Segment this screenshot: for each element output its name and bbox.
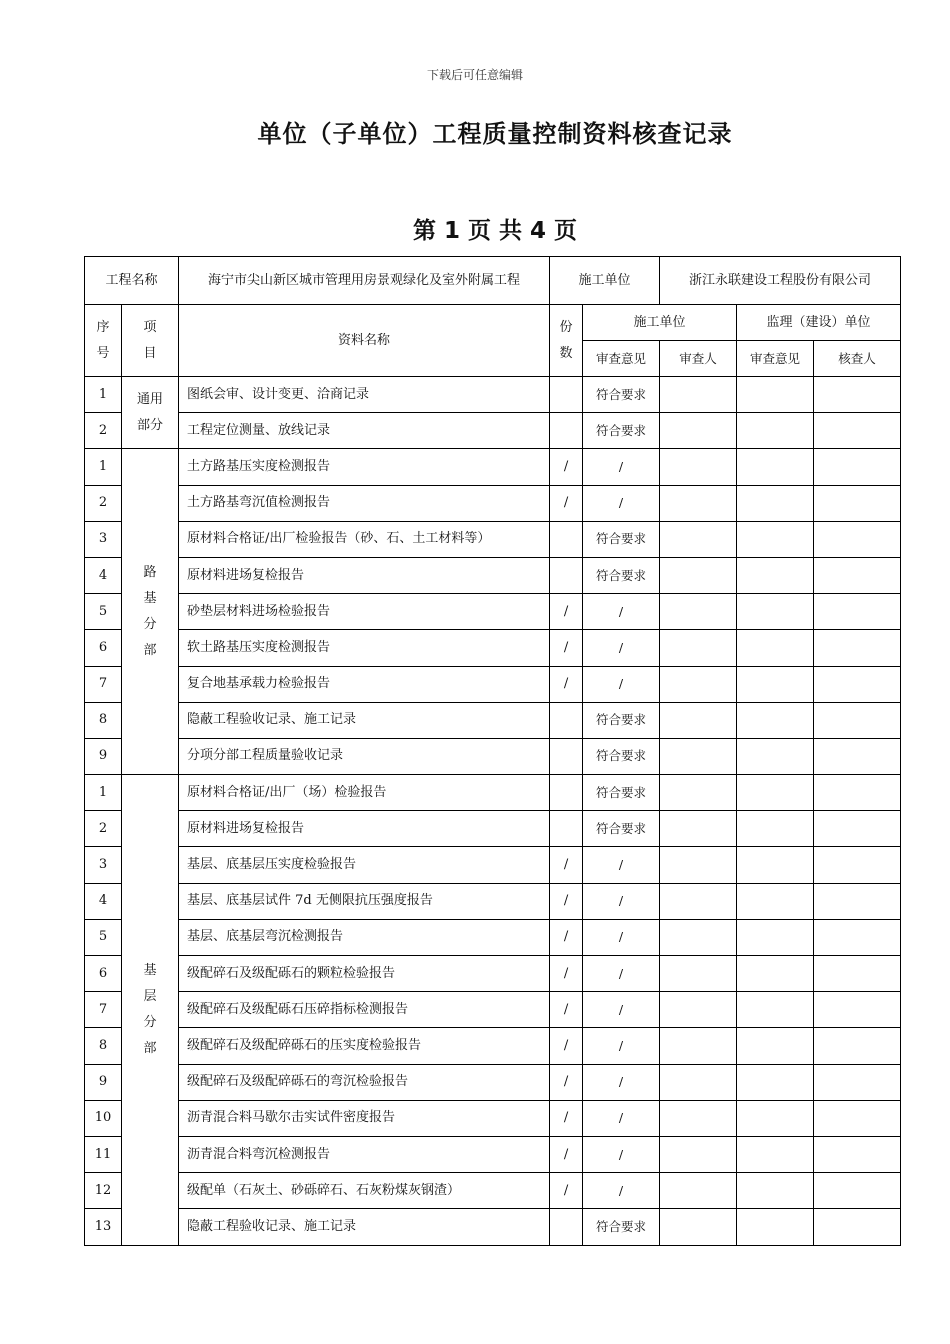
copies-cell: / [550,485,583,521]
doc-name-cell: 级配碎石及级配碎砾石的压实度检验报告 [179,1028,550,1064]
doc-name-cell: 原材料合格证/出厂检验报告（砂、石、土工材料等） [179,521,550,557]
copies-cell: / [550,956,583,992]
row-number: 3 [85,847,122,883]
group-label-line: 部 [143,642,157,658]
row-number: 2 [85,485,122,521]
review-opinion-cell: 符合要求 [583,1209,660,1245]
checker-cell [814,666,901,702]
copies-cell: / [550,1173,583,1209]
reviewer-cell [660,847,737,883]
table-row [85,738,901,774]
reviewer-cell [660,485,737,521]
doc-name-cell: 级配单（石灰土、砂砾碎石、石灰粉煤灰钢渣） [179,1173,550,1209]
table-row [85,919,901,955]
doc-name-cell: 复合地基承载力检验报告 [179,666,550,702]
seq-header-line-2: 号 [96,345,110,361]
checker-cell [814,521,901,557]
review-opinion-cell: 符合要求 [583,413,660,449]
table-row [85,1064,901,1100]
reviewer-cell [660,377,737,413]
reviewer-cell [660,557,737,593]
contractor-value: 浙江永联建设工程股份有限公司 [660,257,901,305]
supervision-opinion-cell [737,521,814,557]
supervision-opinion-cell [737,1173,814,1209]
review-opinion-cell: / [583,1136,660,1172]
copies-cell [550,775,583,811]
doc-name-cell: 隐蔽工程验收记录、施工记录 [179,702,550,738]
group-label-line: 通用 [137,391,164,407]
copies-cell [550,1209,583,1245]
supervision-opinion-cell [737,811,814,847]
checker-header: 核查人 [814,341,901,377]
review-opinion-cell: / [583,630,660,666]
group-label-line: 部分 [137,417,164,433]
checker-cell [814,1064,901,1100]
doc-name-cell: 软土路基压实度检测报告 [179,630,550,666]
review-opinion-cell: / [583,883,660,919]
row-number: 12 [85,1173,122,1209]
reviewer-cell [660,1028,737,1064]
review-opinion-cell: / [583,1028,660,1064]
review-opinion-cell: 符合要求 [583,521,660,557]
copies-header-line-2: 数 [559,345,573,361]
copies-cell: / [550,919,583,955]
table-row [85,775,901,811]
copies-header [550,305,583,377]
copies-cell [550,702,583,738]
doc-name-cell: 隐蔽工程验收记录、施工记录 [179,1209,550,1245]
reviewer-cell [660,1209,737,1245]
review-opinion-cell: / [583,594,660,630]
supervision-opinion-cell [737,702,814,738]
reviewer-cell [660,775,737,811]
review-opinion-cell: 符合要求 [583,738,660,774]
row-number: 2 [85,811,122,847]
checker-cell [814,594,901,630]
copies-cell: / [550,449,583,485]
copies-cell: / [550,1028,583,1064]
copies-cell: / [550,1100,583,1136]
table-row [85,702,901,738]
checker-cell [814,413,901,449]
supervision-opinion-cell [737,377,814,413]
group-label-line: 分 [143,616,157,632]
checker-cell [814,883,901,919]
review-opinion-cell: 符合要求 [583,702,660,738]
doc-name-cell: 基层、底基层弯沉检测报告 [179,919,550,955]
supervision-opinion-cell [737,557,814,593]
table-row [85,1173,901,1209]
checker-cell [814,1028,901,1064]
checker-cell [814,557,901,593]
review-opinion-cell: / [583,1100,660,1136]
checker-cell [814,775,901,811]
group-label-line: 层 [143,988,157,1004]
supervision-opinion-cell [737,992,814,1028]
table-row [85,449,901,485]
review-opinion-cell: / [583,1064,660,1100]
doc-name-cell: 土方路基压实度检测报告 [179,449,550,485]
reviewer-cell [660,1136,737,1172]
checker-cell [814,738,901,774]
copies-cell [550,811,583,847]
row-number: 8 [85,1028,122,1064]
row-number: 1 [85,377,122,413]
doc-name-cell: 级配碎石及级配碎砾石的弯沉检验报告 [179,1064,550,1100]
supervision-opinion-cell [737,1028,814,1064]
supervision-opinion-header: 审查意见 [737,341,814,377]
review-opinion-cell: / [583,919,660,955]
reviewer-cell [660,702,737,738]
reviewer-cell [660,738,737,774]
review-opinion-cell: 符合要求 [583,775,660,811]
checker-cell [814,919,901,955]
row-number: 3 [85,521,122,557]
reviewer-cell [660,811,737,847]
page-number: 第 1 页 共 4 页 [412,218,578,244]
supervision-opinion-cell [737,630,814,666]
supervision-opinion-cell [737,919,814,955]
group-label-line: 路 [143,564,157,580]
review-opinion-cell: / [583,956,660,992]
row-number: 5 [85,594,122,630]
table-row [85,956,901,992]
group-label-text [144,958,157,1062]
supervision-opinion-cell [737,1100,814,1136]
review-opinion-cell: 符合要求 [583,557,660,593]
quality-record-table [84,256,901,1246]
table-row [85,666,901,702]
row-number: 2 [85,413,122,449]
table-row [85,883,901,919]
review-opinion-cell: / [583,666,660,702]
review-opinion-cell: / [583,485,660,521]
table-row [85,1209,901,1245]
reviewer-cell [660,666,737,702]
supervision-opinion-cell [737,666,814,702]
doc-name-cell: 级配碎石及级配砾石压碎指标检测报告 [179,992,550,1028]
row-number: 13 [85,1209,122,1245]
reviewer-cell [660,1100,737,1136]
table-row [85,557,901,593]
row-number: 11 [85,1136,122,1172]
row-number: 7 [85,992,122,1028]
row-number: 5 [85,919,122,955]
supervision-opinion-cell [737,775,814,811]
project-name-label: 工程名称 [85,257,179,305]
group-label-line: 基 [143,962,157,978]
copies-cell [550,413,583,449]
checker-cell [814,992,901,1028]
checker-cell [814,956,901,992]
copies-cell [550,377,583,413]
reviewer-cell [660,883,737,919]
review-opinion-cell: 符合要求 [583,377,660,413]
group-label [122,449,179,775]
doc-name-cell: 沥青混合料马歇尔击实试件密度报告 [179,1100,550,1136]
doc-name-cell: 分项分部工程质量验收记录 [179,738,550,774]
group-label [122,775,179,1245]
table-row [85,413,901,449]
supervision-opinion-cell [737,1209,814,1245]
supervision-opinion-cell [737,1136,814,1172]
table-row [85,485,901,521]
table-row [85,521,901,557]
reviewer-cell [660,956,737,992]
supervision-opinion-cell [737,956,814,992]
copies-cell: / [550,847,583,883]
doc-name-cell: 工程定位测量、放线记录 [179,413,550,449]
row-number: 7 [85,666,122,702]
table-row [85,811,901,847]
checker-cell [814,1100,901,1136]
copies-cell: / [550,594,583,630]
review-opinion-cell: / [583,847,660,883]
copies-cell: / [550,1064,583,1100]
doc-name-cell: 图纸会审、设计变更、洽商记录 [179,377,550,413]
row-number: 6 [85,630,122,666]
table-row [85,992,901,1028]
project-name-value: 海宁市尖山新区城市管理用房景观绿化及室外附属工程 [179,257,550,305]
contractor-label: 施工单位 [550,257,660,305]
review-opinion-cell: / [583,449,660,485]
row-number: 1 [85,449,122,485]
item-header [122,305,179,377]
item-header-line-2: 目 [143,345,157,361]
review-opinion-cell: 符合要求 [583,811,660,847]
reviewer-cell [660,630,737,666]
supervision-opinion-cell [737,485,814,521]
checker-cell [814,1173,901,1209]
copies-cell: / [550,992,583,1028]
row-number: 10 [85,1100,122,1136]
copies-cell [550,738,583,774]
copies-header-line-1: 份 [559,319,573,335]
reviewer-cell [660,1064,737,1100]
doc-name-cell: 原材料进场复检报告 [179,557,550,593]
doc-name-cell: 基层、底基层压实度检验报告 [179,847,550,883]
copies-cell [550,521,583,557]
table-row [85,1136,901,1172]
review-opinion-cell: / [583,1173,660,1209]
supervision-opinion-cell [737,847,814,883]
copies-cell: / [550,666,583,702]
doc-name-cell: 土方路基弯沉值检测报告 [179,485,550,521]
row-number: 9 [85,1064,122,1100]
doc-name-cell: 原材料合格证/出厂（场）检验报告 [179,775,550,811]
reviewer-cell [660,413,737,449]
supervision-opinion-cell [737,449,814,485]
doc-name-cell: 级配碎石及级配砾石的颗粒检验报告 [179,956,550,992]
project-info-row [85,257,901,305]
doc-name-cell: 基层、底基层试件 7d 无侧限抗压强度报告 [179,883,550,919]
supervision-opinion-cell [737,883,814,919]
group-label-line: 基 [143,590,157,606]
row-number: 1 [85,775,122,811]
reviewer-header: 审查人 [660,341,737,377]
supervision-unit-header: 监理（建设）单位 [737,305,901,341]
review-opinion-header: 审查意见 [583,341,660,377]
doc-name-cell: 原材料进场复检报告 [179,811,550,847]
copies-cell: / [550,1136,583,1172]
row-number: 4 [85,883,122,919]
checker-cell [814,377,901,413]
reviewer-cell [660,1173,737,1209]
table-row [85,377,901,413]
checker-cell [814,702,901,738]
reviewer-cell [660,992,737,1028]
table-row [85,630,901,666]
supervision-opinion-cell [737,594,814,630]
checker-cell [814,847,901,883]
doc-name-cell: 沥青混合料弯沉检测报告 [179,1136,550,1172]
checker-cell [814,485,901,521]
reviewer-cell [660,919,737,955]
page-title: 单位（子单位）工程质量控制资料核查记录 [257,120,733,148]
supervision-opinion-cell [737,1064,814,1100]
table-row [85,1100,901,1136]
group-label [122,377,179,449]
header-row-1 [85,305,901,341]
group-label-line: 分 [143,1014,157,1030]
watermark-text: 下载后可任意编辑 [426,68,523,82]
copies-cell: / [550,883,583,919]
checker-cell [814,1136,901,1172]
row-number: 9 [85,738,122,774]
item-header-line-1: 项 [143,319,157,335]
seq-header-line-1: 序 [96,319,110,335]
checker-cell [814,449,901,485]
row-number: 6 [85,956,122,992]
reviewer-cell [660,449,737,485]
reviewer-cell [660,521,737,557]
doc-name-header: 资料名称 [179,305,550,377]
construction-unit-header: 施工单位 [583,305,737,341]
row-number: 4 [85,557,122,593]
review-opinion-cell: / [583,992,660,1028]
group-label-text [137,387,163,439]
table-row [85,594,901,630]
copies-cell: / [550,630,583,666]
supervision-opinion-cell [737,413,814,449]
copies-cell [550,557,583,593]
checker-cell [814,630,901,666]
supervision-opinion-cell [737,738,814,774]
group-label-line: 部 [143,1040,157,1056]
row-number: 8 [85,702,122,738]
seq-header [85,305,122,377]
checker-cell [814,1209,901,1245]
table-row [85,1028,901,1064]
reviewer-cell [660,594,737,630]
checker-cell [814,811,901,847]
doc-name-cell: 砂垫层材料进场检验报告 [179,594,550,630]
table-row [85,847,901,883]
group-label-text [144,560,157,664]
